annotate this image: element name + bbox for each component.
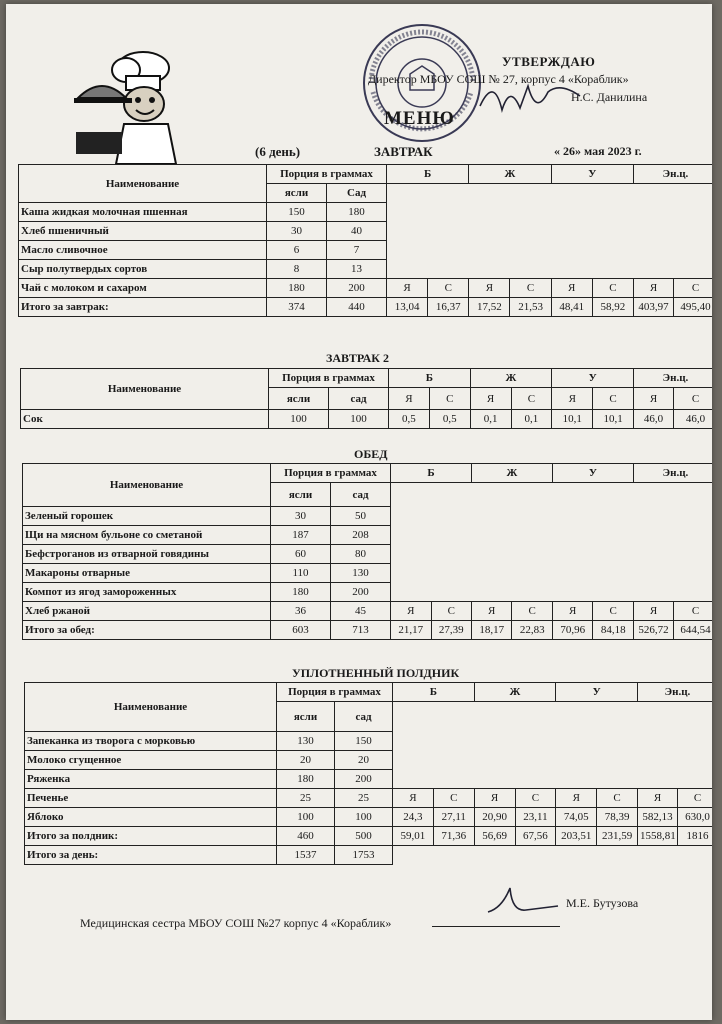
table-cell: Хлеб ржаной (23, 602, 271, 621)
table-cell: Я (552, 388, 593, 410)
table-cell: 0,5 (429, 410, 470, 429)
table-cell: Каша жидкая молочная пшенная (19, 203, 267, 222)
table-cell: 6 (267, 241, 327, 260)
breakfast2-title: ЗАВТРАК 2 (326, 351, 390, 365)
table-cell: ясли (277, 702, 335, 732)
table-cell: Я (633, 388, 673, 410)
table-cell: 22,83 (512, 621, 552, 640)
table-cell: 60 (271, 545, 331, 564)
table-cell: 1753 (335, 846, 393, 865)
day-label: (6 день) (255, 144, 301, 159)
table-cell: 231,59 (597, 827, 638, 846)
table-cell: Я (391, 602, 431, 621)
table-cell: Я (474, 789, 515, 808)
table-cell: 200 (331, 583, 391, 602)
nurse-name: М.Е. Бутузова (566, 896, 639, 910)
table-cell: 500 (335, 827, 393, 846)
table-cell: Я (387, 279, 428, 298)
blank-area (387, 184, 712, 279)
col-b: Б (393, 683, 475, 702)
table-cell: 0,1 (511, 410, 552, 429)
lunch-title: ОБЕД (354, 447, 388, 461)
director-line: Директор МБОУ СОШ № 27, корпус 4 «Кораблик» (368, 72, 629, 86)
table-cell: ясли (269, 388, 329, 410)
table-cell: 48,41 (551, 298, 592, 317)
table-cell: 18,17 (471, 621, 511, 640)
table-cell: 67,56 (515, 827, 556, 846)
table-cell: 630,0 (677, 808, 712, 827)
col-portion: Порция в граммах (269, 369, 389, 388)
table-cell: 50 (331, 507, 391, 526)
col-portion: Порция в граммах (277, 683, 393, 702)
table-cell: 180 (327, 203, 387, 222)
table-cell: 1816 (677, 827, 712, 846)
col-u: У (552, 369, 634, 388)
table-cell: 20,90 (474, 808, 515, 827)
table-cell: Я (393, 789, 434, 808)
col-en: Эн.ц. (633, 165, 712, 184)
table-cell: 74,05 (556, 808, 597, 827)
table-cell: 582,13 (637, 808, 677, 827)
table-cell: Масло сливочное (19, 241, 267, 260)
table-cell: 1558,81 (637, 827, 677, 846)
table-cell: 110 (271, 564, 331, 583)
table-cell: Я (637, 789, 677, 808)
table-cell: Я (471, 602, 511, 621)
table-cell: 21,17 (391, 621, 431, 640)
table-cell: 80 (331, 545, 391, 564)
table-cell: 180 (277, 770, 335, 789)
table-cell: С (515, 789, 556, 808)
table-cell: 71,36 (433, 827, 474, 846)
snack-title: УПЛОТНЕННЫЙ ПОЛДНИК (292, 666, 460, 680)
table-cell: 70,96 (552, 621, 592, 640)
table-cell: 180 (267, 279, 327, 298)
table-cell: 403,97 (633, 298, 673, 317)
table-cell: С (677, 789, 712, 808)
table-cell: 40 (327, 222, 387, 241)
table-cell: 187 (271, 526, 331, 545)
table-cell: 374 (267, 298, 327, 317)
table-cell: Компот из ягод замороженных (23, 583, 271, 602)
table-cell: 603 (271, 621, 331, 640)
table-cell: Я (552, 602, 592, 621)
table-cell: Я (633, 279, 673, 298)
table-cell: 59,01 (393, 827, 434, 846)
table-cell: 203,51 (556, 827, 597, 846)
day-total-row (25, 846, 713, 865)
nurse-line: Медицинская сестра МБОУ СОШ №27 корпус 4 «Кораблик» (80, 916, 392, 930)
table-cell: Яблоко (25, 808, 277, 827)
total-row (23, 621, 713, 640)
table-cell: Я (470, 388, 511, 410)
table-cell: 100 (277, 808, 335, 827)
col-en: Эн.ц. (633, 369, 712, 388)
table-cell: 7 (327, 241, 387, 260)
table-cell: Зеленый горошек (23, 507, 271, 526)
breakfast-table (18, 164, 712, 317)
table-cell: С (673, 388, 712, 410)
table-cell: Запеканка из творога с морковью (25, 732, 277, 751)
col-u: У (556, 683, 638, 702)
table-row (25, 789, 713, 808)
col-sad: Сад (327, 184, 387, 203)
total-row (19, 298, 713, 317)
snack-table (24, 682, 712, 865)
table-cell: 13 (327, 260, 387, 279)
col-en: Эн.ц. (637, 683, 712, 702)
lunch-table (22, 463, 712, 640)
table-row (21, 410, 713, 429)
col-b: Б (391, 464, 472, 483)
table-cell: 23,11 (515, 808, 556, 827)
col-yasli: ясли (267, 184, 327, 203)
table-cell: Печенье (25, 789, 277, 808)
table-cell (393, 846, 712, 865)
table-cell: Я (633, 602, 673, 621)
table-cell: С (512, 602, 552, 621)
table-cell: С (433, 789, 474, 808)
nurse-signature (482, 878, 562, 918)
table-cell: 150 (335, 732, 393, 751)
table-cell: Я (551, 279, 592, 298)
menu-title: МЕНЮ (384, 108, 455, 129)
table-cell: Хлеб пшеничный (19, 222, 267, 241)
table-cell: 10,1 (552, 410, 593, 429)
table-cell: Чай с молоком и сахаром (19, 279, 267, 298)
table-cell: 713 (331, 621, 391, 640)
table-cell: 30 (267, 222, 327, 241)
col-name: Наименование (19, 165, 267, 203)
col-zh: Ж (474, 683, 556, 702)
table-cell: Бефстроганов из отварной говядины (23, 545, 271, 564)
table-cell: С (510, 279, 551, 298)
col-u: У (552, 464, 633, 483)
table-cell: С (673, 602, 712, 621)
table-cell: Молоко сгущенное (25, 751, 277, 770)
table-cell: 84,18 (593, 621, 634, 640)
table-cell: 8 (267, 260, 327, 279)
table-cell: 100 (335, 808, 393, 827)
table-cell: 17,52 (469, 298, 510, 317)
table-cell: 130 (277, 732, 335, 751)
table-cell: 100 (329, 410, 389, 429)
chef-logo (68, 46, 198, 166)
col-name: Наименование (25, 683, 277, 732)
table-cell: С (428, 279, 469, 298)
col-zh: Ж (470, 369, 552, 388)
table-cell: 180 (271, 583, 331, 602)
signature-line (432, 926, 560, 927)
table-cell: С (592, 279, 633, 298)
table-row (23, 602, 713, 621)
table-cell: 0,5 (389, 410, 430, 429)
table-cell: С (673, 279, 712, 298)
col-name: Наименование (21, 369, 269, 410)
col-portion: Порция в граммах (267, 165, 387, 184)
table-cell: С (511, 388, 552, 410)
table-cell: 526,72 (633, 621, 673, 640)
table-cell: 21,53 (510, 298, 551, 317)
table-cell: С (431, 602, 471, 621)
table-cell: 24,3 (393, 808, 434, 827)
col-en: Эн.ц. (633, 464, 712, 483)
table-cell: 58,92 (592, 298, 633, 317)
table-cell: 208 (331, 526, 391, 545)
table-cell: 13,04 (387, 298, 428, 317)
table-cell: 150 (267, 203, 327, 222)
table-cell: Я (389, 388, 430, 410)
director-signature (476, 66, 586, 126)
table-cell: 20 (277, 751, 335, 770)
director-name: Н.С. Данилина (571, 90, 648, 104)
table-cell: 0,1 (470, 410, 511, 429)
table-cell: сад (335, 702, 393, 732)
table-cell: 440 (327, 298, 387, 317)
table-cell: Макароны отварные (23, 564, 271, 583)
table-cell: 130 (331, 564, 391, 583)
table-cell: 46,0 (673, 410, 712, 429)
table-cell: 45 (331, 602, 391, 621)
table-cell: 20 (335, 751, 393, 770)
table-cell: 78,39 (597, 808, 638, 827)
table-cell: Итого за день: (25, 846, 277, 865)
table-cell: 200 (335, 770, 393, 789)
table-row (19, 279, 713, 298)
table-cell: 16,37 (428, 298, 469, 317)
col-b: Б (387, 165, 469, 184)
table-cell: 27,11 (433, 808, 474, 827)
table-cell: 25 (277, 789, 335, 808)
total-row (25, 827, 713, 846)
table-cell: 100 (269, 410, 329, 429)
breakfast-title: ЗАВТРАК (374, 144, 433, 159)
table-cell: С (593, 602, 634, 621)
table-cell: 460 (277, 827, 335, 846)
table-cell: С (593, 388, 634, 410)
table-cell: 46,0 (633, 410, 673, 429)
table-cell: 25 (335, 789, 393, 808)
table-cell: Итого за полдник: (25, 827, 277, 846)
table-cell: Сок (21, 410, 269, 429)
menu-document (6, 4, 712, 1020)
approval-title: УТВЕРЖДАЮ (502, 54, 596, 69)
table-cell: сад (329, 388, 389, 410)
date-label: « 26» мая 2023 г. (554, 144, 642, 158)
table-cell: Сыр полутвердых сортов (19, 260, 267, 279)
col-u: У (551, 165, 633, 184)
table-cell: Я (556, 789, 597, 808)
col-name: Наименование (23, 464, 271, 507)
blank-area (393, 702, 712, 789)
table-cell: Итого за обед: (23, 621, 271, 640)
table-cell: 200 (327, 279, 387, 298)
col-zh: Ж (471, 464, 552, 483)
breakfast2-table (20, 368, 712, 429)
table-cell: Я (469, 279, 510, 298)
table-cell: 36 (271, 602, 331, 621)
table-cell: 30 (271, 507, 331, 526)
table-cell: Ряженка (25, 770, 277, 789)
col-portion: Порция в граммах (271, 464, 391, 483)
table-row (25, 808, 713, 827)
table-cell: Щи на мясном бульоне со сметаной (23, 526, 271, 545)
table-cell: С (597, 789, 638, 808)
table-cell: Итого за завтрак: (19, 298, 267, 317)
col-b: Б (389, 369, 471, 388)
table-cell: 27,39 (431, 621, 471, 640)
table-cell: сад (331, 483, 391, 507)
blank-area (391, 483, 712, 602)
table-cell: ясли (271, 483, 331, 507)
table-cell: 644,54 (673, 621, 712, 640)
table-cell: 1537 (277, 846, 335, 865)
table-cell: 56,69 (474, 827, 515, 846)
col-zh: Ж (469, 165, 551, 184)
table-cell: 10,1 (593, 410, 634, 429)
table-cell: С (429, 388, 470, 410)
table-cell: 495,40 (673, 298, 712, 317)
